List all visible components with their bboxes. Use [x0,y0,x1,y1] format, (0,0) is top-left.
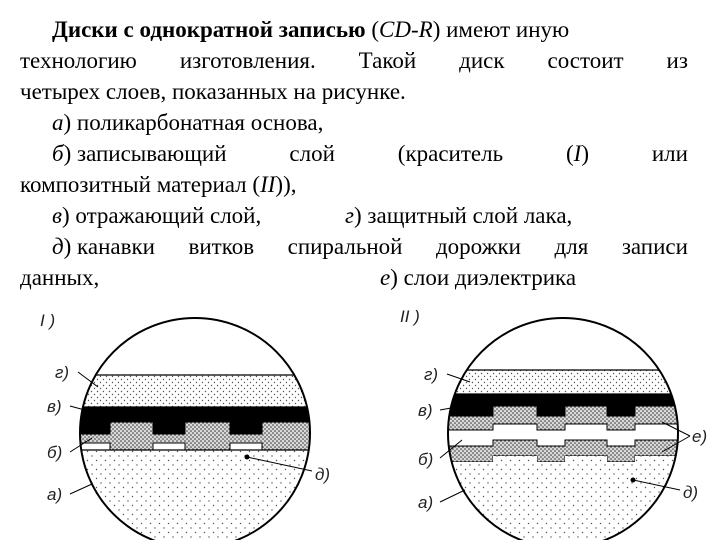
items-v-g [20,200,688,231]
word: дорожки [435,234,521,259]
word: спиральной [287,234,403,259]
label-d-2: д) [683,483,699,502]
lacquer-layer [60,375,330,407]
figure-svg [0,300,720,540]
polycarbonate-base [60,450,330,540]
paragraph-line-3: четырех слоев, показанных на рисунке. [20,79,406,104]
word: Такой [358,48,417,73]
paragraph-line-2 [20,45,688,76]
diagram-1-title: I ) [40,311,56,330]
cdr-abbreviation: CD-R [379,17,433,42]
word: для [554,234,589,259]
word: диск [459,48,505,73]
label-b-2: б) [418,450,434,469]
item-text: ) слои диэлектрика [390,265,577,290]
diagram-2 [400,307,707,540]
item-text: данных, [20,265,100,290]
item-letter: е [380,265,391,290]
item-letter: г [345,203,354,228]
cd-r-structure-figure [0,300,720,540]
word: записи [621,234,688,259]
word: ( [565,141,574,166]
roman-one: I [573,141,582,166]
word: из [666,48,688,73]
word: изготовления. [179,48,316,73]
word: ) записывающий [63,141,227,166]
item-letter: б [52,141,64,166]
label-a-2: а) [418,493,434,512]
item-text: ) отражающий слой, [61,203,262,228]
diagram-1 [40,311,330,540]
item-text: композитный материал ( [20,172,261,197]
label-g: г) [55,363,70,382]
label-v: в) [47,397,62,416]
lacquer-layer-2 [430,370,700,394]
word: или [651,141,688,166]
roman-two: II [260,172,276,197]
label-b: б) [47,443,63,462]
item-letter: в [52,203,62,228]
word: технологию [20,48,137,73]
label-g-2: г) [424,365,439,384]
word: слой [289,141,335,166]
label-v-2: в) [418,401,433,420]
item-d-continuation-and-e [20,262,688,293]
description-text [20,14,688,293]
label-a: а) [47,485,63,504]
item-a [20,107,688,138]
item-b [20,138,688,169]
paragraph-line-1 [20,14,688,45]
paragraph-line-1-rest: ) имеют иную [432,17,570,42]
diagram-2-title: II ) [400,307,420,326]
item-b-continuation [20,169,688,200]
label-d: д) [315,465,331,484]
item-letter: а [52,110,64,135]
word: ) канавки [63,234,155,259]
item-text: ) защитный слой лака, [353,203,573,228]
item-d [20,231,688,262]
item-text: )), [275,172,297,197]
word: витков [188,234,255,259]
item-text: ) поликарбонатная основа, [63,110,324,135]
label-e-2: е) [692,427,708,446]
paren-open: ( [371,17,380,42]
word: состоит [547,48,624,73]
polycarbonate-base-2 [430,456,700,540]
word: (краситель [397,141,504,166]
heading-phrase: Диски с однократной записью [52,17,366,42]
item-letter: д [52,234,64,259]
word: ) [581,141,589,166]
